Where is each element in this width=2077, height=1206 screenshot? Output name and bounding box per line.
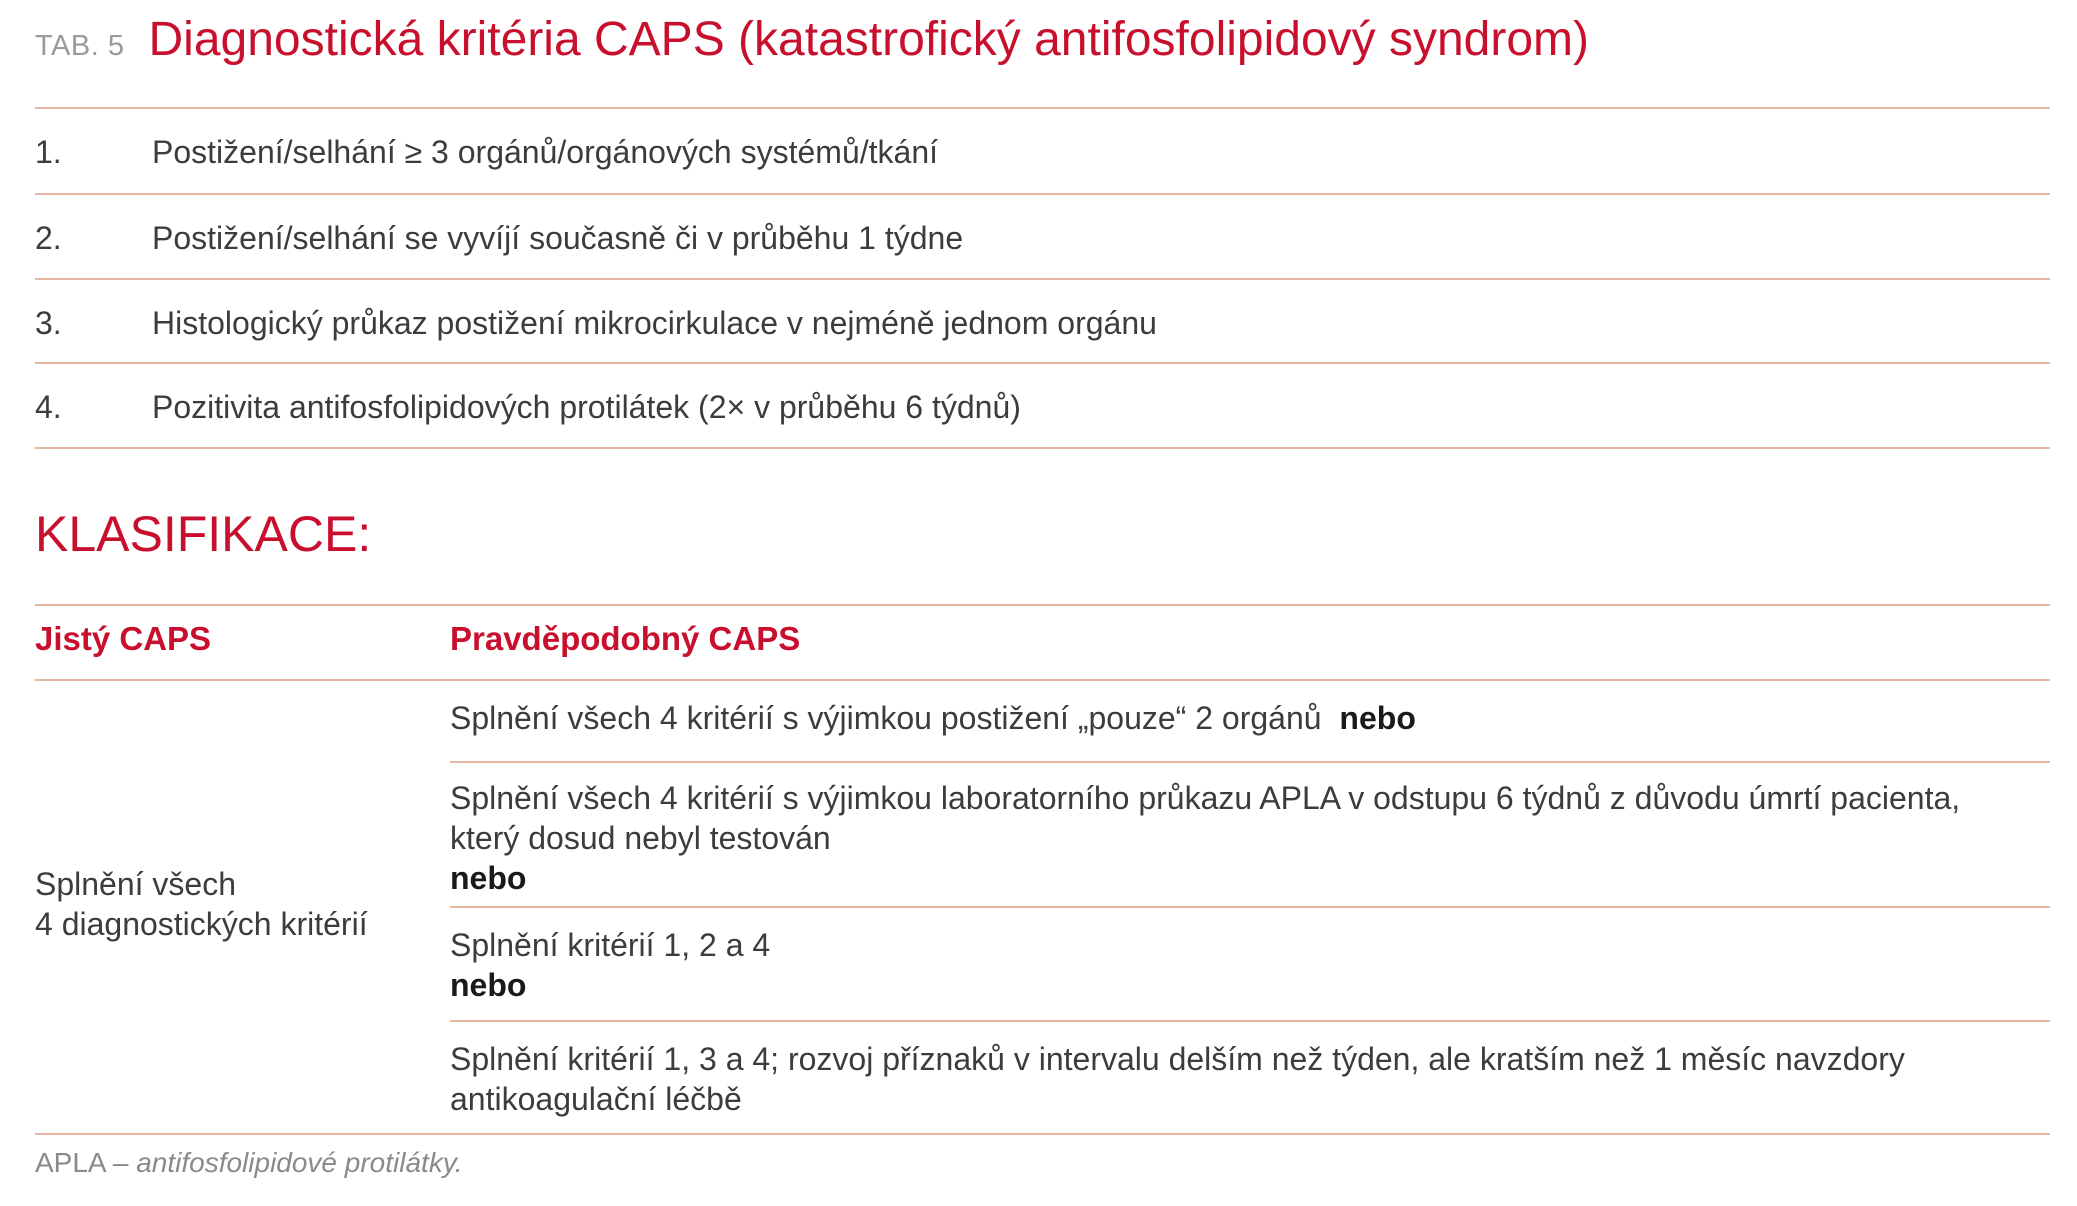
probable-caps-cell-3 <box>450 925 2050 1005</box>
definite-caps-text: 4 diagnostických kritérií <box>35 906 368 942</box>
criteria-number: 2. <box>35 219 62 256</box>
criteria-number: 3. <box>35 304 62 341</box>
probable-caps-text: Splnění všech 4 kritérií s výjimkou postižení „pouze“ 2 orgánů <box>450 700 1322 736</box>
criteria-row-3 <box>35 281 2050 365</box>
column-header-probable: Pravděpodobný CAPS <box>450 620 801 657</box>
probable-caps-cell-2 <box>450 778 2050 898</box>
divider <box>450 761 2050 763</box>
divider <box>450 1020 2050 1022</box>
column-header-definite: Jistý CAPS <box>35 620 212 657</box>
definite-caps-cell <box>35 864 415 944</box>
probable-caps-text: který dosud nebyl testován <box>450 820 831 856</box>
criteria-row-2 <box>35 196 2050 280</box>
criteria-row-1 <box>35 110 2050 194</box>
probable-caps-connector: nebo <box>450 967 527 1003</box>
criteria-row-4 <box>35 365 2050 449</box>
divider <box>35 1133 2050 1135</box>
table-title-row <box>35 12 1589 82</box>
criteria-text: Postižení/selhání se vyvíjí současně či v průběhu 1 týdne <box>152 219 964 256</box>
page-title: Diagnostická kritéria CAPS (katastrofický antifosfolipidový syndrom) <box>148 13 1590 66</box>
divider <box>35 362 2050 364</box>
classification-heading: KLASIFIKACE: <box>35 506 372 562</box>
criteria-text: Pozitivita antifosfolipidových protilátek (2× v průběhu 6 týdnů) <box>152 388 1021 425</box>
probable-caps-text: Splnění všech 4 kritérií s výjimkou laboratorního průkazu APLA v odstupu 6 týdnů z důvodu úmrtí pacienta, <box>450 780 1961 816</box>
probable-caps-cell-4 <box>450 1039 2050 1119</box>
criteria-number: 1. <box>35 133 62 170</box>
divider <box>35 107 2050 109</box>
divider <box>35 604 2050 606</box>
probable-caps-connector: nebo <box>450 860 527 896</box>
footnote <box>35 1147 463 1179</box>
probable-caps-connector: nebo <box>1339 700 1416 736</box>
table-number-label: TAB. 5 <box>35 30 125 62</box>
footnote-description: antifosfolipidové protilátky. <box>136 1147 463 1178</box>
probable-caps-cell-1 <box>450 698 2050 738</box>
divider <box>35 679 2050 681</box>
probable-caps-text: Splnění kritérií 1, 2 a 4 <box>450 927 771 963</box>
divider <box>450 906 2050 908</box>
criteria-number: 4. <box>35 388 62 425</box>
criteria-text: Histologický průkaz postižení mikrocirkulace v nejméně jednom orgánu <box>152 304 1157 341</box>
definite-caps-text: Splnění všech <box>35 866 237 902</box>
criteria-text: Postižení/selhání ≥ 3 orgánů/orgánových systémů/tkání <box>152 133 938 170</box>
divider <box>35 278 2050 280</box>
probable-caps-text: Splnění kritérií 1, 3 a 4; rozvoj příznaků v intervalu delším než týden, ale kratším než 1 měsíc navzdory <box>450 1041 1905 1077</box>
footnote-abbreviation: APLA <box>35 1147 106 1178</box>
divider <box>35 447 2050 449</box>
probable-caps-text: antikoagulační léčbě <box>450 1081 742 1117</box>
divider <box>35 193 2050 195</box>
footnote-dash: – <box>105 1147 137 1178</box>
